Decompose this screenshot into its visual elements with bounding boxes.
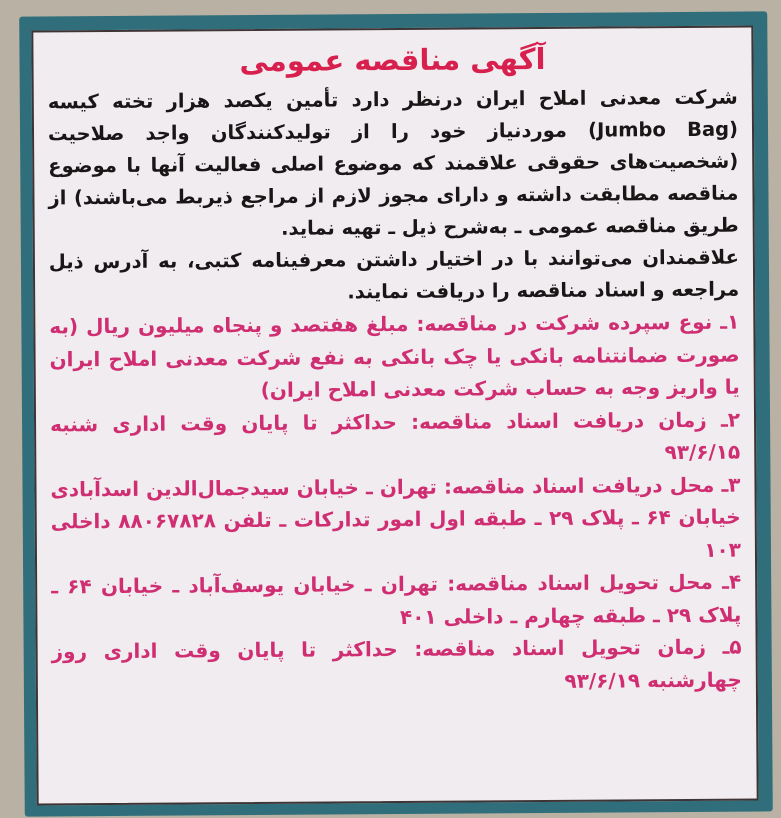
- notice-item-delivery-place: ۴ـ محل تحویل اسناد مناقصه: تهران ـ خیابان یوسف‌آباد ـ خیابان ۶۴ ـ پلاک ۲۹ ـ طبقه چهارم ـ داخلی ۴۰۱: [51, 569, 742, 629]
- notice-item-delivery-time: ۵ـ زمان تحویل اسناد مناقصه: حداکثر تا پایان وقت اداری روز چهارشنبه ۹۳/۶/۱۹: [51, 634, 742, 693]
- notice-item-receive-place: ۳ـ محل دریافت اسناد مناقصه: تهران ـ خیابان سیدجمال‌الدین اسدآبادی خیابان ۶۴ ـ پلاک ۲۹ ـ طبقه اول امور تدارکات ـ تلفن ۸۸۰۶۷۸۲۸ داخلی ۱۰۳: [50, 472, 741, 562]
- notice-item-receive-time: ۲ـ زمان دریافت اسناد مناقصه: حداکثر تا پایان وقت اداری شنبه ۹۳/۶/۱۵: [49, 407, 741, 465]
- notice-intro-paragraph: شرکت معدنی املاح ایران درنظر دارد تأمین یکصد هزار تخته کیسه (Jumbo Bag) موردنیاز خود را از تولیدکنندگان واجد صلاحیت (شخصیت‌های حقوقی علاقمند که موضوع اصلی فعالیت آنها با موضوع مناقصه مطابقت داشته و دارای مجوز لازم از مراجع ذیربط می‌باشند) از طریق مناقصه عمومی ـ به‌شرح ذیل ـ تهیه نماید.: [47, 85, 739, 240]
- notice-instructions-paragraph: علاقمندان می‌توانند با در اختیار داشتن معرفینامه کتبی، به آدرس ذیل مراجعه و اسناد مناقصه را دریافت نمایند.: [48, 245, 740, 304]
- notice-item-deposit: ۱ـ نوع سپرده شرکت در مناقصه: مبلغ هفتصد و پنجاه میلیون ریال (به صورت ضمانتنامه بانکی یا چک بانکی به نفع شرکت معدنی املاح ایران یا واریز وجه به حساب شرکت معدنی املاح ایران): [49, 309, 740, 402]
- notice-title: آگهی مناقصه عمومی: [239, 41, 546, 79]
- notice-content: [47, 38, 742, 803]
